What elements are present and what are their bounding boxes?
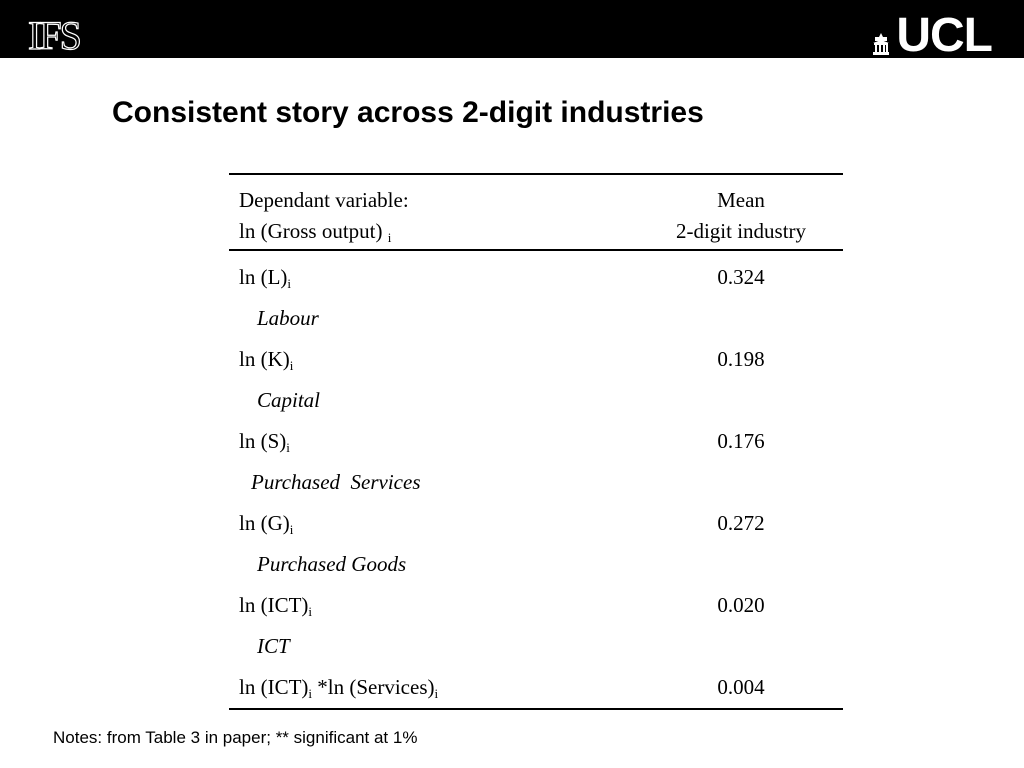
table-row xyxy=(229,626,843,667)
variable-cell: $\ln (K)_i$ xyxy=(239,347,294,373)
table-row xyxy=(229,380,843,421)
slide-title: Consistent story across 2-digit industries xyxy=(112,96,704,129)
table-row xyxy=(229,421,843,462)
variable-label-cell: Labour xyxy=(257,306,319,330)
value-cell: 0.198 xyxy=(717,347,765,371)
ifs-logo: IFS xyxy=(28,13,80,58)
variable-cell: $\ln (L)_i$ xyxy=(239,265,292,291)
table-row xyxy=(229,503,843,544)
ucl-portico-icon xyxy=(872,32,890,56)
value-cell: 0.272 xyxy=(717,511,765,535)
variable-cell: $\ln (S)_i$ xyxy=(239,429,290,455)
table-row xyxy=(229,462,843,503)
variable-label-cell: ICT xyxy=(257,634,290,658)
variable-cell: $\ln (ICT)_i$ xyxy=(239,593,313,619)
table-row xyxy=(229,585,843,626)
table-header-row xyxy=(229,174,843,250)
value-cell: 0.004 xyxy=(717,675,765,699)
table-row xyxy=(229,544,843,585)
top-banner xyxy=(0,0,1024,62)
results-table xyxy=(229,173,843,710)
table-row xyxy=(229,339,843,380)
variable-label-cell: Capital xyxy=(257,388,321,412)
ucl-wordmark: UCL xyxy=(896,9,992,62)
variable-cell: $\ln (G)_i$ xyxy=(239,511,294,537)
value-cell: 0.020 xyxy=(717,593,765,617)
table-row xyxy=(229,667,843,709)
value-cell: 0.324 xyxy=(717,265,765,289)
variable-label-cell: Purchased Services xyxy=(251,470,421,494)
dependent-variable-header: Dependant variable: ln (Gross output) $_i$ xyxy=(239,188,409,245)
variable-label-cell: Purchased Goods xyxy=(257,552,407,576)
value-cell: 0.176 xyxy=(717,429,765,453)
table-row xyxy=(229,250,843,298)
ucl-logo xyxy=(872,9,992,62)
footnote: Notes: from Table 3 in paper; ** significant at 1% xyxy=(53,728,418,747)
table-row xyxy=(229,298,843,339)
variable-cell: $\ln (ICT)_i$ *ln $(Services)_i$ xyxy=(239,675,439,701)
mean-column-header: Mean 2-digit industry xyxy=(675,188,807,243)
